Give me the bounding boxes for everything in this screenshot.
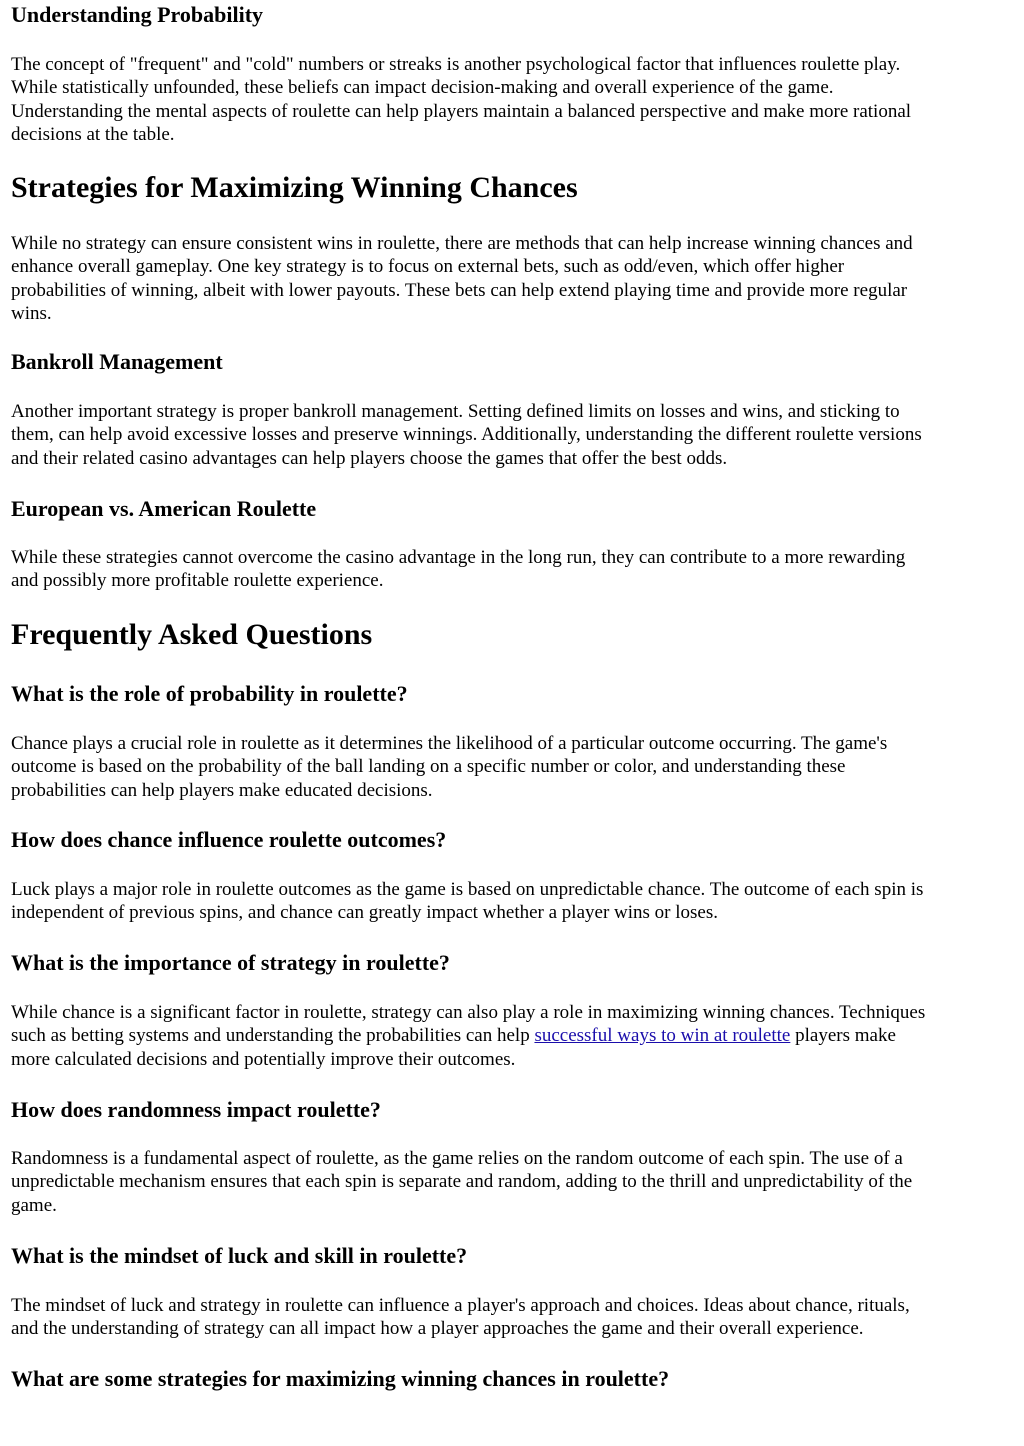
- text-line: them, can help avoid excessive losses and preserve winnings. Additionally, understanding the different roulette versions: [11, 424, 922, 446]
- paragraph-strategies: [11, 232, 913, 325]
- text-line: The concept of "frequent" and "cold" numbers or streaks is another psychological factor that influences roulette play.: [11, 54, 901, 75]
- text-line: more calculated decisions and potentially improve their outcomes.: [11, 1048, 516, 1070]
- text-line: While chance is a significant factor in roulette, strategy can also play a role in maximizing winning chances. Techniques: [11, 1002, 926, 1023]
- faq-question: What is the importance of strategy in roulette?: [11, 950, 450, 975]
- text-segment: players make: [790, 1025, 896, 1047]
- text-line: Luck plays a major role in roulette outcomes as the game is based on unpredictable chance. The outcome of each spin is: [11, 879, 924, 900]
- faq-answer: [11, 1294, 910, 1341]
- text-line: unpredictable mechanism ensures that each spin is separate and random, adding to the thrill and unpredictability of the: [11, 1171, 913, 1193]
- text-line: While statistically unfounded, these beliefs can impact decision-making and overall experience of the game.: [11, 77, 834, 99]
- heading-european-vs-american: European vs. American Roulette: [11, 496, 317, 521]
- faq-question: What are some strategies for maximizing winning chances in roulette?: [11, 1366, 670, 1391]
- text-line: Another important strategy is proper bankroll management. Setting defined limits on losses and wins, and sticking to: [11, 401, 900, 422]
- text-line: probabilities can help players make educated decisions.: [11, 779, 433, 801]
- text-line: While no strategy can ensure consistent wins in roulette, there are methods that can help increase winning chances and: [11, 233, 913, 254]
- successful-ways-to-win-link[interactable]: successful ways to win at roulette: [534, 1025, 791, 1047]
- text-line: Randomness is a fundamental aspect of roulette, as the game relies on the random outcome of each spin. The use of a: [11, 1148, 903, 1169]
- text-line: game.: [11, 1194, 57, 1216]
- text-line: [11, 1024, 925, 1047]
- text-line: and possibly more profitable roulette experience.: [11, 570, 384, 592]
- paragraph-understanding-probability: [11, 53, 911, 146]
- faq-answer: [11, 1147, 912, 1217]
- faq-question: What is the mindset of luck and skill in roulette?: [11, 1243, 468, 1268]
- text-line: Chance plays a crucial role in roulette as it determines the likelihood of a particular outcome occurring. The game's: [11, 733, 888, 754]
- text-line: wins.: [11, 302, 52, 324]
- faq-answer: [11, 878, 923, 925]
- heading-strategies: Strategies for Maximizing Winning Chances: [11, 171, 578, 204]
- faq-answer: [11, 1001, 925, 1071]
- faq-question: How does randomness impact roulette?: [11, 1097, 381, 1122]
- paragraph-bankroll-management: [11, 400, 922, 470]
- faq-question: What is the role of probability in roulette?: [11, 681, 408, 706]
- heading-faq: Frequently Asked Questions: [11, 618, 373, 651]
- text-line: and their related casino advantages can help players choose the games that offer the best odds.: [11, 447, 728, 469]
- text-line: outcome is based on the probability of the ball landing on a specific number or color, and understanding these: [11, 756, 846, 778]
- text-segment: such as betting systems and understanding the probabilities can help: [11, 1025, 535, 1047]
- faq-question: How does chance influence roulette outcomes?: [11, 827, 447, 852]
- text-line: The mindset of luck and strategy in roulette can influence a player's approach and choices. Ideas about chance, rituals,: [11, 1295, 910, 1316]
- text-line: independent of previous spins, and chance can greatly impact whether a player wins or loses.: [11, 902, 718, 924]
- text-line: and the understanding of strategy can all impact how a player approaches the game and their overall experience.: [11, 1318, 864, 1340]
- text-line: Understanding the mental aspects of roulette can help players maintain a balanced perspective and make more rational: [11, 100, 912, 122]
- heading-understanding-probability: Understanding Probability: [11, 2, 264, 27]
- text-line: decisions at the table.: [11, 123, 175, 145]
- faq-answer: [11, 732, 887, 802]
- text-line: probabilities of winning, albeit with lower payouts. These bets can help extend playing time and provide more regular: [11, 279, 908, 301]
- heading-bankroll-management: Bankroll Management: [11, 349, 223, 374]
- paragraph-european-vs-american: [11, 546, 905, 593]
- text-line: enhance overall gameplay. One key strategy is to focus on external bets, such as odd/even, which offer higher: [11, 256, 845, 278]
- text-line: While these strategies cannot overcome the casino advantage in the long run, they can contribute to a more rewarding: [11, 547, 906, 568]
